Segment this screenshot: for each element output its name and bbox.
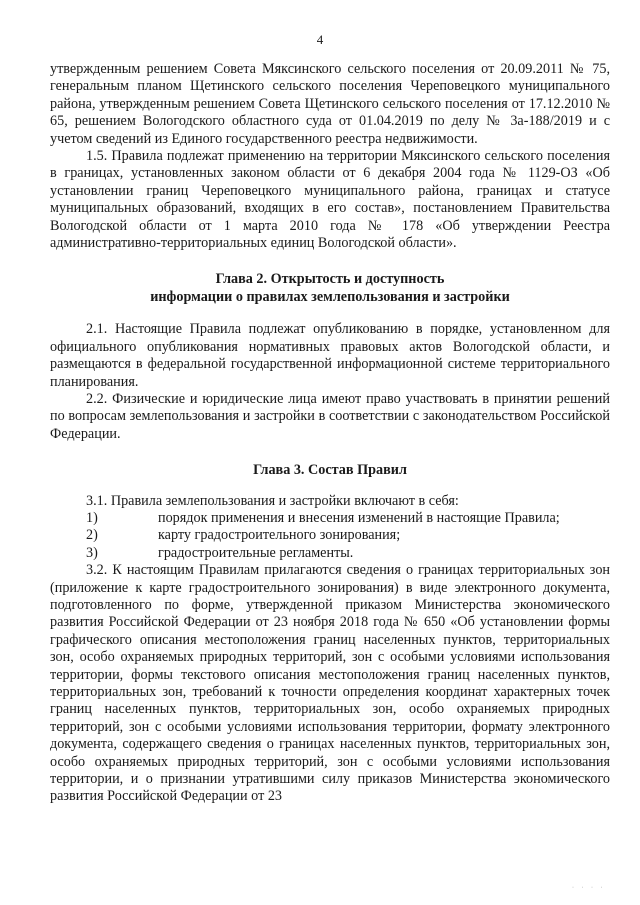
paragraph-2-1: 2.1. Настоящие Правила подлежат опубликованию в порядке, установленном для официального опубликования нормативных правовых актов Вологодской области, и размещаются в федеральной государственной информационной системе территориального планирования. [50,321,610,390]
page-number: 4 [316,32,324,47]
list-item-number: 3) [86,544,98,561]
paragraph-3-2: 3.2. К настоящим Правилам прилагаются сведения о границах территориальных зон (приложение к карте градостроительного зонирования) в виде электронного документа, подготовленного по форме, утвержденной приказом Министерства экономического развития Российской Федерации от 23 ноября 2018 года № 650 «Об установлении формы графического описания местоположения границ населенных пунктов, территориальных зон, особо охраняемых природных территорий, зон с особыми условиями использования территории, формы текстового описания местоположения границ населенных пунктов, территориальных зон, требований к точности определения координат характерных точек границ населенных пунктов, территориальных зон, особо охраняемых природных территорий, зон с особыми условиями использования территории, формату электронного документа, содержащего сведения о границах населенных пунктов, территориальных зон, особо охраняемых природных территорий, зон с особыми условиями использования территории, и о признании утратившими силу приказов Министерства экономического развития Российской Федерации от 23 [50,562,610,805]
paragraph-2-2: 2.2. Физические и юридические лица имеют право участвовать в принятии решений по вопросам землепользования и застройки в соответствии с законодательством Российской Федерации. [50,390,610,442]
chapter-3-title: Глава 3. Состав Правил [253,462,407,479]
list-item [50,510,610,527]
document-body [50,61,610,806]
list-item-text: порядок применения и внесения изменений в настоящие Правила; [158,509,560,526]
paragraph-3-1: 3.1. Правила землепользования и застройки включают в себя: [86,492,459,509]
list-item-text: карту градостроительного зонирования; [158,527,401,544]
chapter-2-title-line-2: информации о правилах землепользования и застройки [150,288,510,305]
list-item [50,527,610,544]
list-item-text: градостроительные регламенты. [158,544,354,561]
list-item [50,545,610,562]
paragraph-1-5: 1.5. Правила подлежат применению на территории Мяксинского сельского поселения в границах, установленных законом области от 6 декабря 2004 года № 1129-ОЗ «Об установлении границ Череповецкого муниципального района, границах и статусе муниципальных образований, входящих в его состав», постановлением Правительства Вологодской области от 1 марта 2010 года № 178 «Об утверждении Реестра административно-территориальных единиц Вологодской области». [50,148,610,252]
chapter-2-title-line-1: Глава 2. Открытость и доступность [215,271,445,288]
list-item-number: 2) [86,527,98,544]
list-item-number: 1) [86,509,98,526]
intro-paragraph: утвержденным решением Совета Мяксинского сельского поселения от 20.09.2011 № 75, генеральным планом Щетинского сельского поселения Череповецкого муниципального района, утвержденным решением Совета Щетинского сельского поселения от 17.12.2010 № 65, решением Вологодского областного суда от 01.04.2019 по делу № 3а-188/2019 и с учетом сведений из Единого государственного реестра недвижимости. [50,61,610,147]
scan-mark: · · · · [572,885,606,891]
